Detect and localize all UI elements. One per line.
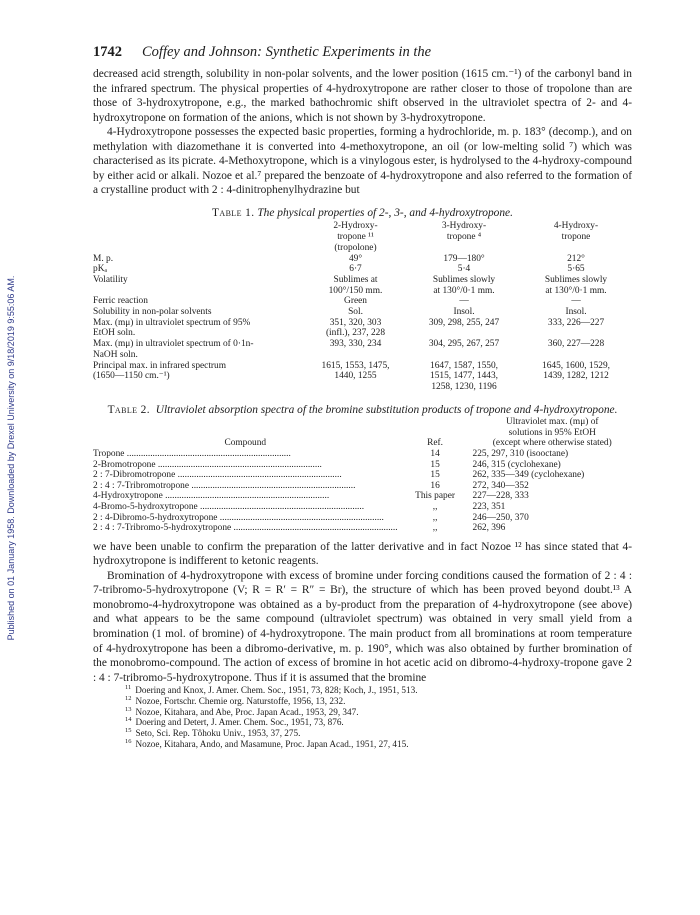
- table-cell: 49°: [348, 253, 363, 264]
- row-label: pKₐ: [93, 264, 108, 275]
- paragraph: Bromination of 4-hydroxytropone with excess of bromine under forcing conditions caused the formation of 2 : 4 : 7-tribromo-5-hydroxytropone (V; R = R′ = R″ = Br), the structure of which has been proved beyond doubt.¹³ A monobromo-4-hydroxytropone was obtained as a by-product from the preparation of 4-hydroxytropone (see above) and what appears to be the same compound (ultraviolet spectrum) was obtained in very small yield from a bromination (1 mol. of bromine) of 4-hydroxytropone. The main product from all brominations at room temperature of 4-hydroxytropone has been a dibromo-derivative, m. p. 190°, which was also obtained by further bromination of the monobromo-compound. The action of excess of bromine in hot acetic acid on dibromo-4-hydroxy-tropone gave 2 : 4 : 7-tribromo-5-hydroxytropone. Thus if it is assumed that the bromine: [93, 569, 632, 684]
- row-label: Max. (mμ) in ultraviolet spectrum of 0·1n- NaOH soln.: [93, 339, 254, 360]
- table-cell: Green: [344, 296, 367, 307]
- footnote-number: 13: [125, 705, 132, 713]
- table-header-cell: Ref.: [427, 438, 444, 449]
- table-row: [93, 254, 632, 265]
- table-cell: —: [571, 296, 581, 307]
- table-cell: 333, 226—227: [547, 317, 605, 328]
- table-cell: 5·4: [457, 264, 471, 275]
- uv-max-values: 246—250, 370: [472, 512, 529, 523]
- table-cell: 1645, 1600, 1529, 1439, 1282, 1212: [542, 360, 610, 382]
- table-cell: Sublimes slowly at 130°/0·1 mm.: [544, 274, 608, 296]
- footnote-number: 14: [125, 716, 132, 724]
- reference: This paper: [415, 491, 455, 502]
- reference: ,,: [432, 512, 438, 523]
- table-cell: 393, 330, 234: [329, 339, 382, 350]
- table-cell: Sublimes at 100°/150 mm.: [328, 274, 383, 296]
- row-label: Volatility: [93, 274, 128, 285]
- table-row: [93, 502, 632, 513]
- compound-name: 2 : 4-Dibromo-5-hydroxytropone ......................................................................: [93, 512, 384, 523]
- table-cell: 360, 227—228: [547, 339, 605, 350]
- table-cell: 304, 295, 267, 257: [428, 339, 500, 350]
- table-row: [93, 264, 632, 275]
- footnote: [125, 728, 632, 739]
- uv-max-values: 223, 351: [472, 501, 506, 512]
- row-label: M. p.: [93, 253, 114, 264]
- table-label: Table 2.: [107, 403, 151, 416]
- footnote: [125, 685, 632, 696]
- footnote: [125, 696, 632, 707]
- table-cell: 212°: [567, 253, 585, 264]
- table-cell: Sol.: [348, 307, 363, 318]
- uv-max-values: 246, 315 (cyclohexane): [472, 459, 561, 470]
- reference: ,,: [432, 523, 438, 534]
- journal-page: [93, 44, 632, 749]
- table-header-cell: Ultraviolet max. (mμ) of solutions in 95% EtOH (except where otherwise stated): [492, 417, 612, 449]
- table-row: [93, 361, 632, 393]
- paragraph: decreased acid strength, solubility in non-polar solvents, and the lower position (1615 cm.⁻¹) of the carbonyl band in the infrared spectrum. The physical properties of 4-hydroxytropone are rather closer to those of tropolone than are those of 3-hydroxytropone, e.g., the marked bathochromic shift observed in the ultraviolet spectra of 2- and 4-hydroxytropone on formation of the anions, which is not shown by 3-hydroxytropone.: [93, 68, 632, 124]
- running-header: [93, 44, 632, 61]
- table-title: Ultraviolet absorption spectra of the bromine substitution products of tropone and 4-hydroxytropone.: [155, 403, 618, 416]
- table-cell: Sublimes slowly at 130°/0·1 mm.: [432, 274, 496, 296]
- footnote: [125, 739, 632, 750]
- table-row: [93, 491, 632, 502]
- table-2: [93, 417, 632, 534]
- table-header-row: [93, 221, 632, 253]
- table-cell: 6·7: [349, 264, 362, 275]
- compound-name: 2 : 4 : 7-Tribromo-5-hydroxytropone ......................................................................: [93, 523, 398, 534]
- compound-name: 2 : 4 : 7-Tribromotropone ......................................................................: [93, 480, 356, 491]
- table-cell: Insol.: [453, 307, 475, 318]
- reference: 15: [430, 459, 440, 470]
- uv-max-values: 227—228, 333: [472, 491, 529, 502]
- table-cell: Insol.: [565, 307, 587, 318]
- table-cell: 1647, 1587, 1550, 1515, 1477, 1443, 1258, 1230, 1196: [430, 360, 498, 392]
- reference: 15: [430, 470, 440, 481]
- table-1-caption: [93, 206, 632, 221]
- paragraph: 4-Hydroxytropone possesses the expected basic properties, forming a hydrochloride, m. p. 183° (decomp.), and on methylation with diazomethane it is converted into 4-methoxytropone, an oil (or low-melting solid ⁷) which was characterised as its picrate. 4-Methoxytropone, which is a vinylogous ester, is hydrolysed to the 4-hydroxy-compound by either acid or alkali. Nozoe et al.⁷ prepared the benzoate of 4-hydroxytropone and also referred to the formation of a crystalline product with 2 : 4-dinitrophenylhydrazine but: [93, 126, 632, 197]
- table-cell: 5·65: [567, 264, 585, 275]
- table-title: The physical properties of 2-, 3-, and 4-hydroxytropone.: [257, 206, 513, 219]
- row-label: Solubility in non-polar solvents: [93, 307, 212, 318]
- paragraph: we have been unable to confirm the preparation of the latter derivative and in fact Nozoe ¹² has since stated that 4-hydroxytropone is indifferent to ketonic reagents.: [93, 540, 632, 568]
- compound-name: 4-Bromo-5-hydroxytropone ......................................................................: [93, 501, 365, 512]
- footnote-text: Seto, Sci. Rep. Tôhoku Univ., 1953, 37, 275.: [135, 727, 301, 738]
- row-label: Ferric reaction: [93, 296, 148, 307]
- table-row: [93, 275, 632, 296]
- table-header-cell: 3-Hydroxy- tropone ⁴: [441, 221, 487, 243]
- table-1: [93, 221, 632, 392]
- table-header-cell: 2-Hydroxy- tropone ¹¹ (tropolone): [333, 221, 378, 253]
- footnote: [125, 717, 632, 728]
- reference: ,,: [432, 501, 438, 512]
- table-cell: —: [459, 296, 469, 307]
- footnote-text: Nozoe, Kitahara, Ando, and Masamune, Proc. Japan Acad., 1951, 27, 415.: [135, 738, 409, 749]
- table-cell: 309, 298, 255, 247: [428, 317, 500, 328]
- compound-name: 2-Bromotropone ......................................................................: [93, 459, 322, 470]
- download-watermark: Published on 01 January 1958. Downloaded by Drexel University on 9/18/2019 9:55:06 AM.: [6, 275, 16, 640]
- footnotes: [93, 685, 632, 749]
- table-label: Table 1.: [212, 206, 255, 219]
- table-row: [93, 318, 632, 339]
- row-label: Principal max. in infrared spectrum (1650—1150 cm.⁻¹): [93, 360, 227, 382]
- table-header-cell: 4-Hydroxy- tropone: [553, 221, 599, 243]
- uv-max-values: 262, 396: [472, 523, 506, 534]
- table-row: [93, 307, 632, 318]
- page-number: 1742: [93, 44, 122, 60]
- compound-name: 4-Hydroxytropone ......................................................................: [93, 491, 330, 502]
- uv-max-values: 225, 297, 310 (isooctane): [472, 448, 569, 459]
- footnote-text: Doering and Knox, J. Amer. Chem. Soc., 1951, 73, 828; Koch, J., 1951, 513.: [135, 685, 418, 696]
- table-header-row: [93, 417, 632, 449]
- compound-name: 2 : 7-Dibromotropone ......................................................................: [93, 470, 342, 481]
- footnote-number: 16: [125, 737, 132, 745]
- footnote-number: 15: [125, 726, 132, 734]
- table-row: [93, 481, 632, 492]
- running-title: Coffey and Johnson: Synthetic Experiments in the: [142, 44, 432, 60]
- table-row: [93, 513, 632, 524]
- compound-name: Tropone ......................................................................: [93, 448, 291, 459]
- table-2-caption: [93, 403, 632, 418]
- table-cell: 179—180°: [443, 253, 485, 264]
- footnote-number: 11: [125, 684, 132, 692]
- table-cell: 1615, 1553, 1475, 1440, 1255: [321, 360, 390, 382]
- table-header-cell: Compound: [224, 438, 267, 449]
- footnote-text: Nozoe, Fortschr. Chemie org. Naturstoffe, 1956, 13, 232.: [135, 695, 346, 706]
- reference: 14: [430, 448, 440, 459]
- footnote-text: Nozoe, Kitahara, and Abe, Proc. Japan Acad., 1953, 29, 347.: [135, 706, 359, 717]
- reference: 16: [430, 480, 440, 491]
- table-row: [93, 523, 632, 534]
- uv-max-values: 272, 340—352: [472, 480, 529, 491]
- uv-max-values: 262, 335—349 (cyclohexane): [472, 470, 585, 481]
- footnote-text: Doering and Detert, J. Amer. Chem. Soc., 1951, 73, 876.: [135, 717, 344, 728]
- footnote: [125, 707, 632, 718]
- table-row: [93, 296, 632, 307]
- footnote-number: 12: [125, 694, 132, 702]
- table-row: [93, 339, 632, 360]
- table-row: [93, 460, 632, 471]
- table-row: [93, 470, 632, 481]
- table-cell: 351, 320, 303 (infl.), 237, 228: [325, 317, 386, 339]
- row-label: Max. (mμ) in ultraviolet spectrum of 95% EtOH soln.: [93, 317, 251, 339]
- table-row: [93, 449, 632, 460]
